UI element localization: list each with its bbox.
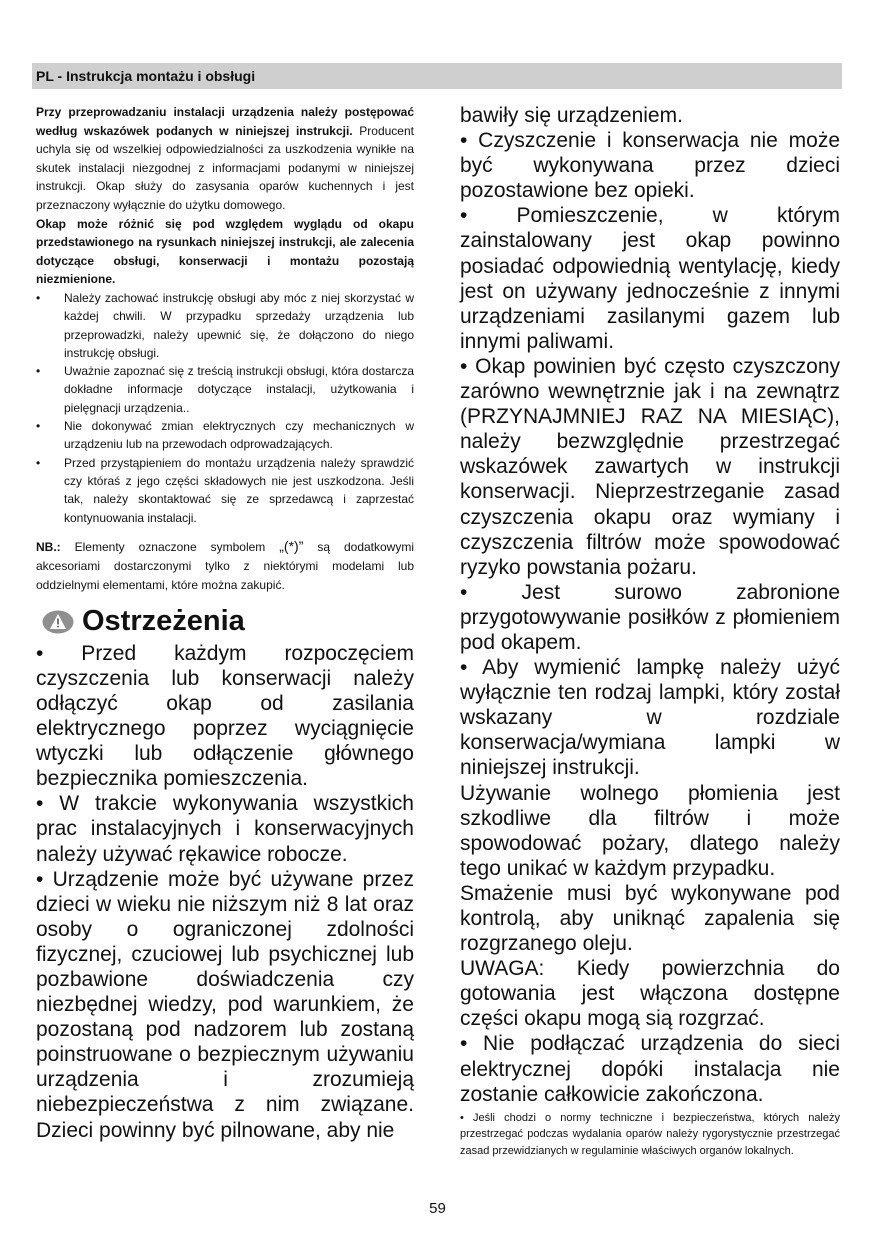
warnings-heading — [36, 603, 414, 641]
warnings-title: Ostrzeżenia — [82, 605, 245, 638]
intro-bold-note: Okap może różnić się pod względem wyglądu od okapu przedstawionego na rysunkach niniejszej instrukcji, ale zalecenia dotyczące obsługi, konserwacji i montażu pozostają niezmienione. — [36, 216, 414, 287]
warning-paragraph: • Urządzenie może być używane przez dzieci w wieku nie niższym niż 8 lat oraz osoby o ograniczonej zdolności fizycznej, czuciowej lub psychicznej lub pozbawione doświadczenia czy niezbędnej wiedzy, pod warunkiem, że pozostaną pod nadzorem lub zostaną poinstruowane o bezpiecznym używaniu urządzenia i zrozumieją niebezpieczeństwa z nim związane. Dzieci powinny być pilnowane, aby nie — [36, 867, 414, 1142]
warning-paragraph: • Nie podłączać urządzenia do sieci elektrycznej dopóki instalacja nie zostanie całkowicie zakończona. — [460, 1032, 840, 1106]
warning-paragraph: • Pomieszczenie, w którym zainstalowany jest okap powinno posiadać odpowiednią wentylację, kiedy jest on używany jednocześnie z innymi urządzeniami zasilanymi gazem lub innymi paliwami. — [460, 204, 840, 353]
left-column — [36, 103, 414, 1143]
intro-bold-lead: Przy przeprowadzaniu instalacji urządzenia należy postępować według wskazówek podanych w niniejszej instrukcji. — [36, 105, 414, 138]
intro-paragraph — [36, 103, 414, 215]
warning-paragraph: • Przed każdym rozpoczęciem czyszczenia lub konserwacji należy odłączyć okap od zasilania elektrycznego poprzez wyciągnięcie wtyczki lub odłączenie głównego bezpiecznika pomieszczenia. — [36, 641, 414, 791]
warning-paragraph: UWAGA: Kiedy powierzchnia do gotowania jest włączona dostępne części okapu mogą sią rozgrzać. — [460, 957, 840, 1031]
right-column — [460, 103, 840, 1159]
list-item: • Nie dokonywać zmian elektrycznych czy mechanicznych w urządzeniu lub na przewodach odprowadzających. — [36, 417, 414, 454]
warning-paragraph: Używanie wolnego płomienia jest szkodliwe dla filtrów i może spowodować pożary, dlatego należy tego unikać w każdym przypadku. — [460, 781, 840, 880]
warning-paragraph: Smażenie musi być wykonywane pod kontrolą, aby uniknąć zapalenia się rozgrzanego oleju. — [460, 881, 840, 956]
footnote: • Jeśli chodzi o normy techniczne i bezpieczeństwa, których należy przestrzegać podczas wydalania oparów należy rygorystycznie przestrzegać zasad przewidzianych w regulaminie właściwych organów lokalnych. — [460, 1111, 840, 1157]
warning-triangle-icon — [42, 610, 74, 634]
list-item: • Uważnie zapoznać się z treścią instrukcji obsługi, która dostarcza dokładne informacje dotyczące instalacji, użytkowania i pielęgnacji urządzenia.. — [36, 362, 414, 417]
section-header — [32, 63, 842, 89]
page-number: 59 — [429, 1200, 446, 1217]
nb-text-before: Elementy oznaczone symbolem — [60, 539, 280, 554]
nb-label: NB.: — [36, 539, 61, 554]
warning-paragraph: • Okap powinien być często czyszczony zarówno wewnętrznie jak i na zewnątrz (PRZYNAJMNIEJ RAZ NA MIESIĄC), należy bezwzględnie przestrzegać wskazówek zawartych w instrukcji konserwacji. Nieprzestrzeganie zasad czyszczenia okapu oraz wymiany i czyszczenia filtrów może spowodować ryzyko powstania pożaru. — [460, 354, 840, 579]
nb-note — [36, 537, 414, 595]
intro-text: Producent uchyla się od wszelkiej odpowiedzialności za uszkodzenia wynikłe na skutek instalacji niezgodnej z informacjami podanymi w niniejszej instrukcji. Okap służy do zasysania oparów kuchennych i jest przeznaczony wyłącznie do użytku domowego. — [36, 123, 414, 212]
warning-paragraph: • W trakcie wykonywania wszystkich prac instalacyjnych i konserwacyjnych należy używać rękawice robocze. — [36, 792, 414, 866]
warning-paragraph: • Aby wymienić lampkę należy użyć wyłącznie ten rodzaj lampki, który został wskazany w rozdziale konserwacja/wymiana lampki w niniejszej instrukcji. — [460, 656, 840, 780]
nb-text-after: są dodatkowymi akcesoriami dostarczonymi tylko z niektórymi modelami lub oddzielnymi elementami, które można zakupić. — [36, 539, 414, 592]
warning-paragraph: • Jest surowo zabronione przygotowywanie posiłków z płomieniem pod okapem. — [460, 580, 840, 654]
warning-paragraph: • Czyszczenie i konserwacja nie może być wykonywana przez dzieci pozostawione bez opieki. — [460, 129, 840, 203]
instructions-list — [36, 289, 414, 527]
section-header-title: PL - Instrukcja montażu i obsługi — [36, 68, 256, 84]
nb-symbol: „(*)” — [279, 537, 304, 554]
warning-paragraph: bawiły się urządzeniem. — [460, 104, 683, 127]
list-item: • Należy zachować instrukcję obsługi aby móc z niej skorzystać w każdej chwili. W przypadku sprzedaży urządzenia lub przeprowadzki, należy upewnić się, że dołączono do niego instrukcję obsługi. — [36, 289, 414, 362]
list-item: • Przed przystąpieniem do montażu urządzenia należy sprawdzić czy któraś z jego części składowych nie jest uszkodzona. Jeśli tak, należy skontaktować się ze sprzedawcą i zaprzestać kontynuowania instalacji. — [36, 454, 414, 527]
